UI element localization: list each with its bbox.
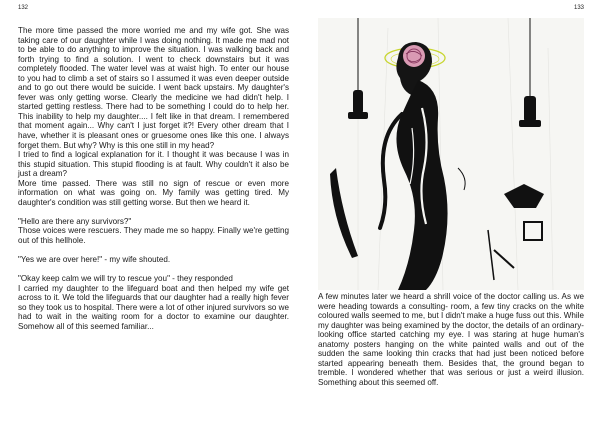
paragraph: More time passed. There was still no sign of rescue or even more information on what was going on. My family was getting tired. My daughter's condition was still getting worse. But then we heard it.: [18, 178, 289, 207]
paragraph: "Okay keep calm we will try to rescue you" - they responded: [18, 274, 233, 284]
paragraph: A few minutes later we heard a shrill voice of the doctor calling us. As we were heading towards a consulting- room, a few tiny cracks on the white coloured walls seemed to me, but I didn't make a huge fuss out this. While my daughter was being examined by the doctor, the details of an ordinary-looking office started catching my eye. I was staring at huge human's anatomy posters hanging on the white painted walls and out of the sudden the same looking thin cracks that had just been noticed before started appearing beneath them. Besides that, the ground began to tremble. I wondered whether that was serious or just a weird illusion. Something about this seemed off.: [318, 292, 584, 387]
paragraph: I carried my daughter to the lifeguard boat and then helped my wife get across to it. We told the lifeguards that our daughter had a really high fever so they took us to hospital. There were a lot of other injured survivors so we had to wait in the waiting room for a doctor to examine our daughter. Somehow all of this seemed familiar...: [18, 283, 289, 331]
ink-drawing-figure-icon: [318, 18, 584, 290]
left-body-text: [18, 26, 289, 331]
paragraph: "Yes we are over here!" - my wife shouted.: [18, 255, 171, 265]
right-body-text: [318, 292, 584, 387]
paragraph: "Hello are there any survivors?": [18, 216, 132, 226]
page-number-left: 132: [18, 5, 29, 11]
paragraph: The more time passed the more worried me and my wife got. She was taking care of our daughter while I was doing nothing. It made me mad not to be able to do anything to improve the situation. I was walking back and forth trying to find a solution. I went to check downstairs but it was completely flooded. The water level was at waist high. To enter our house to you had to climb a set of stairs so I assumed it was even deeper outside and to go out there would be suicide. I went back upstairs. My daughter's fever was only getting worse. Clearly the medicine we had didn't help. I started getting restless. There had to be something I could do to help her. This inability to help my daughter.... I felt like in that dream. I remembered that moment again... Why can't I just forget it?! Every other dream that I have, whether it is pleasant ones or gruesome ones like this one. I always forget them. But why? Why is this one still in my head?: [18, 26, 289, 150]
paragraph: Those voices were rescuers. They made me so happy. Finally we're getting out of this hellhole.: [18, 226, 289, 245]
page-number-right: 133: [573, 5, 584, 11]
paragraph: I tried to find a logical explanation for it. I thought it was because I was in this stupid situation. This stupid flooding is at fault. Why couldn't it also be just a dream?: [18, 150, 289, 179]
